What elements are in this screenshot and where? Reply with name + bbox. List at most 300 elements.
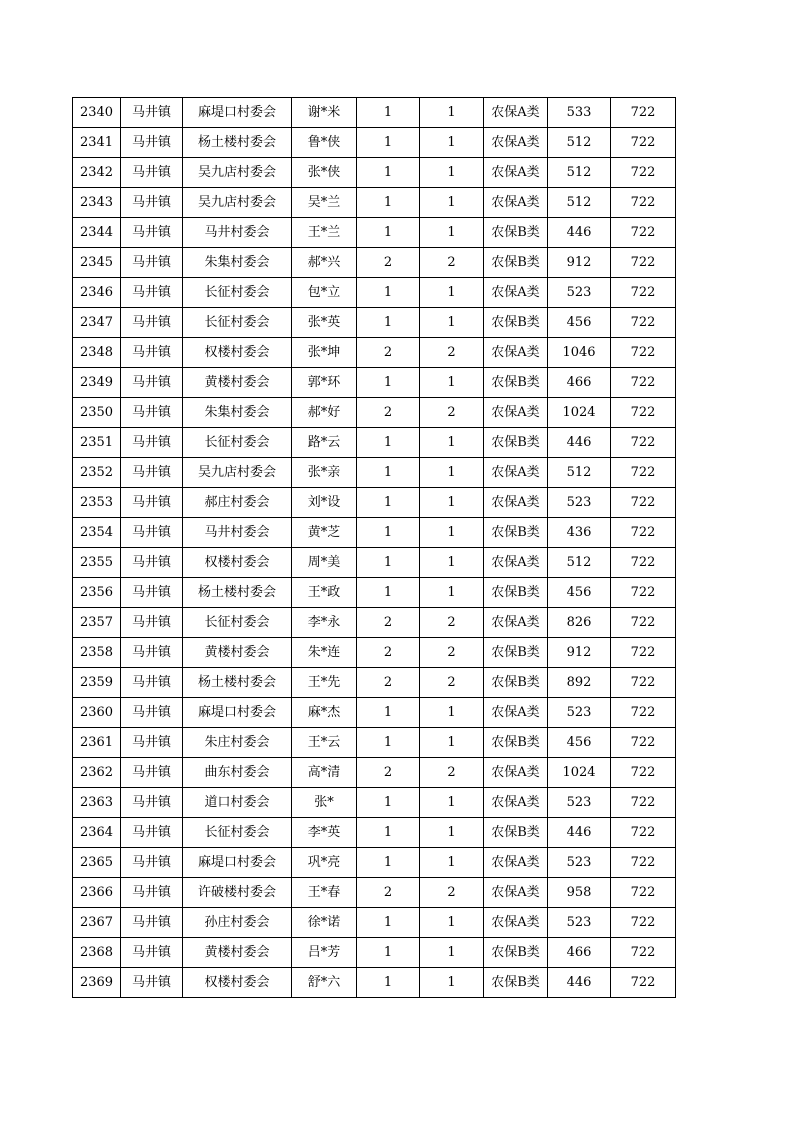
cell-insurance-type: 农保A类 bbox=[484, 458, 548, 488]
cell-insurance-type: 农保A类 bbox=[484, 188, 548, 218]
cell-support-count: 1 bbox=[420, 458, 484, 488]
table-row bbox=[73, 698, 676, 728]
cell-serial-number: 2364 bbox=[73, 818, 121, 848]
cell-support-count: 1 bbox=[420, 488, 484, 518]
cell-amount: 512 bbox=[548, 158, 611, 188]
cell-serial-number: 2356 bbox=[73, 578, 121, 608]
table-row bbox=[73, 488, 676, 518]
cell-support-count: 2 bbox=[420, 338, 484, 368]
cell-town: 马井镇 bbox=[121, 98, 183, 128]
cell-village-committee: 长征村委会 bbox=[183, 308, 292, 338]
cell-village-committee: 麻堤口村委会 bbox=[183, 848, 292, 878]
table-row bbox=[73, 818, 676, 848]
cell-support-count: 2 bbox=[420, 608, 484, 638]
cell-serial-number: 2353 bbox=[73, 488, 121, 518]
cell-person-name: 巩*亮 bbox=[292, 848, 357, 878]
cell-household-count: 1 bbox=[357, 218, 420, 248]
cell-household-count: 1 bbox=[357, 128, 420, 158]
cell-standard: 722 bbox=[611, 248, 676, 278]
cell-insurance-type: 农保B类 bbox=[484, 218, 548, 248]
cell-household-count: 1 bbox=[357, 308, 420, 338]
table-row bbox=[73, 518, 676, 548]
cell-amount: 533 bbox=[548, 98, 611, 128]
cell-village-committee: 权楼村委会 bbox=[183, 968, 292, 998]
cell-person-name: 路*云 bbox=[292, 428, 357, 458]
cell-person-name: 麻*杰 bbox=[292, 698, 357, 728]
cell-person-name: 张* bbox=[292, 788, 357, 818]
cell-standard: 722 bbox=[611, 488, 676, 518]
cell-serial-number: 2357 bbox=[73, 608, 121, 638]
cell-household-count: 2 bbox=[357, 668, 420, 698]
cell-amount: 466 bbox=[548, 938, 611, 968]
cell-person-name: 谢*米 bbox=[292, 98, 357, 128]
cell-support-count: 1 bbox=[420, 188, 484, 218]
cell-person-name: 舒*六 bbox=[292, 968, 357, 998]
cell-person-name: 郝*好 bbox=[292, 398, 357, 428]
cell-village-committee: 杨土楼村委会 bbox=[183, 668, 292, 698]
cell-standard: 722 bbox=[611, 278, 676, 308]
cell-town: 马井镇 bbox=[121, 698, 183, 728]
cell-insurance-type: 农保A类 bbox=[484, 128, 548, 158]
cell-serial-number: 2358 bbox=[73, 638, 121, 668]
cell-town: 马井镇 bbox=[121, 428, 183, 458]
cell-standard: 722 bbox=[611, 698, 676, 728]
table-row bbox=[73, 968, 676, 998]
cell-household-count: 2 bbox=[357, 248, 420, 278]
table-row bbox=[73, 278, 676, 308]
cell-insurance-type: 农保A类 bbox=[484, 338, 548, 368]
cell-amount: 912 bbox=[548, 248, 611, 278]
cell-amount: 912 bbox=[548, 638, 611, 668]
cell-insurance-type: 农保B类 bbox=[484, 428, 548, 458]
table-row bbox=[73, 428, 676, 458]
cell-standard: 722 bbox=[611, 968, 676, 998]
cell-support-count: 2 bbox=[420, 668, 484, 698]
cell-household-count: 2 bbox=[357, 758, 420, 788]
cell-town: 马井镇 bbox=[121, 968, 183, 998]
cell-serial-number: 2349 bbox=[73, 368, 121, 398]
cell-person-name: 郝*兴 bbox=[292, 248, 357, 278]
cell-amount: 512 bbox=[548, 128, 611, 158]
cell-household-count: 2 bbox=[357, 638, 420, 668]
cell-serial-number: 2361 bbox=[73, 728, 121, 758]
cell-village-committee: 吴九店村委会 bbox=[183, 458, 292, 488]
cell-village-committee: 长征村委会 bbox=[183, 818, 292, 848]
cell-town: 马井镇 bbox=[121, 578, 183, 608]
cell-town: 马井镇 bbox=[121, 128, 183, 158]
cell-household-count: 1 bbox=[357, 578, 420, 608]
table-row bbox=[73, 218, 676, 248]
cell-village-committee: 朱集村委会 bbox=[183, 248, 292, 278]
cell-amount: 456 bbox=[548, 728, 611, 758]
cell-person-name: 吴*兰 bbox=[292, 188, 357, 218]
cell-amount: 523 bbox=[548, 908, 611, 938]
cell-town: 马井镇 bbox=[121, 188, 183, 218]
cell-insurance-type: 农保B类 bbox=[484, 818, 548, 848]
cell-household-count: 1 bbox=[357, 368, 420, 398]
cell-person-name: 徐*诺 bbox=[292, 908, 357, 938]
cell-standard: 722 bbox=[611, 728, 676, 758]
cell-amount: 436 bbox=[548, 518, 611, 548]
table-row bbox=[73, 938, 676, 968]
table-row bbox=[73, 908, 676, 938]
table-row bbox=[73, 608, 676, 638]
cell-insurance-type: 农保B类 bbox=[484, 728, 548, 758]
table-row bbox=[73, 248, 676, 278]
cell-town: 马井镇 bbox=[121, 308, 183, 338]
cell-insurance-type: 农保B类 bbox=[484, 308, 548, 338]
cell-person-name: 吕*芳 bbox=[292, 938, 357, 968]
cell-standard: 722 bbox=[611, 428, 676, 458]
cell-support-count: 1 bbox=[420, 428, 484, 458]
cell-village-committee: 曲东村委会 bbox=[183, 758, 292, 788]
table-row bbox=[73, 788, 676, 818]
cell-household-count: 1 bbox=[357, 98, 420, 128]
cell-serial-number: 2351 bbox=[73, 428, 121, 458]
cell-town: 马井镇 bbox=[121, 248, 183, 278]
cell-town: 马井镇 bbox=[121, 368, 183, 398]
cell-village-committee: 黄楼村委会 bbox=[183, 938, 292, 968]
cell-household-count: 1 bbox=[357, 518, 420, 548]
cell-insurance-type: 农保A类 bbox=[484, 548, 548, 578]
cell-amount: 958 bbox=[548, 878, 611, 908]
cell-standard: 722 bbox=[611, 398, 676, 428]
cell-person-name: 郭*环 bbox=[292, 368, 357, 398]
cell-support-count: 1 bbox=[420, 788, 484, 818]
cell-household-count: 1 bbox=[357, 188, 420, 218]
cell-support-count: 1 bbox=[420, 578, 484, 608]
cell-village-committee: 吴九店村委会 bbox=[183, 158, 292, 188]
table-row bbox=[73, 758, 676, 788]
cell-support-count: 2 bbox=[420, 638, 484, 668]
cell-insurance-type: 农保B类 bbox=[484, 248, 548, 278]
cell-serial-number: 2340 bbox=[73, 98, 121, 128]
cell-standard: 722 bbox=[611, 548, 676, 578]
cell-village-committee: 麻堤口村委会 bbox=[183, 698, 292, 728]
cell-support-count: 1 bbox=[420, 518, 484, 548]
table-row bbox=[73, 578, 676, 608]
table-body bbox=[73, 98, 676, 998]
cell-serial-number: 2365 bbox=[73, 848, 121, 878]
cell-serial-number: 2350 bbox=[73, 398, 121, 428]
cell-person-name: 朱*连 bbox=[292, 638, 357, 668]
cell-insurance-type: 农保A类 bbox=[484, 398, 548, 428]
table-row bbox=[73, 638, 676, 668]
cell-town: 马井镇 bbox=[121, 458, 183, 488]
cell-insurance-type: 农保B类 bbox=[484, 578, 548, 608]
cell-standard: 722 bbox=[611, 368, 676, 398]
cell-household-count: 1 bbox=[357, 728, 420, 758]
cell-town: 马井镇 bbox=[121, 488, 183, 518]
cell-person-name: 黄*芝 bbox=[292, 518, 357, 548]
cell-person-name: 王*春 bbox=[292, 878, 357, 908]
cell-amount: 466 bbox=[548, 368, 611, 398]
cell-serial-number: 2360 bbox=[73, 698, 121, 728]
cell-household-count: 2 bbox=[357, 338, 420, 368]
cell-insurance-type: 农保B类 bbox=[484, 668, 548, 698]
cell-insurance-type: 农保A类 bbox=[484, 908, 548, 938]
cell-support-count: 2 bbox=[420, 248, 484, 278]
cell-serial-number: 2369 bbox=[73, 968, 121, 998]
cell-support-count: 1 bbox=[420, 908, 484, 938]
cell-person-name: 刘*设 bbox=[292, 488, 357, 518]
cell-town: 马井镇 bbox=[121, 338, 183, 368]
cell-town: 马井镇 bbox=[121, 398, 183, 428]
cell-standard: 722 bbox=[611, 668, 676, 698]
cell-person-name: 王*兰 bbox=[292, 218, 357, 248]
cell-standard: 722 bbox=[611, 758, 676, 788]
cell-amount: 446 bbox=[548, 428, 611, 458]
cell-amount: 446 bbox=[548, 218, 611, 248]
cell-standard: 722 bbox=[611, 308, 676, 338]
cell-town: 马井镇 bbox=[121, 848, 183, 878]
cell-standard: 722 bbox=[611, 338, 676, 368]
cell-serial-number: 2347 bbox=[73, 308, 121, 338]
table-row bbox=[73, 458, 676, 488]
cell-town: 马井镇 bbox=[121, 518, 183, 548]
cell-household-count: 1 bbox=[357, 158, 420, 188]
cell-amount: 512 bbox=[548, 548, 611, 578]
table-row bbox=[73, 188, 676, 218]
cell-village-committee: 郝庄村委会 bbox=[183, 488, 292, 518]
cell-standard: 722 bbox=[611, 818, 676, 848]
cell-person-name: 张*侠 bbox=[292, 158, 357, 188]
cell-town: 马井镇 bbox=[121, 758, 183, 788]
cell-serial-number: 2343 bbox=[73, 188, 121, 218]
table-row bbox=[73, 848, 676, 878]
cell-amount: 1024 bbox=[548, 758, 611, 788]
cell-serial-number: 2342 bbox=[73, 158, 121, 188]
cell-town: 马井镇 bbox=[121, 608, 183, 638]
cell-standard: 722 bbox=[611, 158, 676, 188]
cell-person-name: 王*政 bbox=[292, 578, 357, 608]
cell-standard: 722 bbox=[611, 788, 676, 818]
cell-town: 马井镇 bbox=[121, 158, 183, 188]
cell-support-count: 1 bbox=[420, 98, 484, 128]
cell-standard: 722 bbox=[611, 638, 676, 668]
cell-household-count: 1 bbox=[357, 458, 420, 488]
cell-village-committee: 长征村委会 bbox=[183, 608, 292, 638]
cell-amount: 523 bbox=[548, 488, 611, 518]
cell-amount: 523 bbox=[548, 698, 611, 728]
cell-serial-number: 2344 bbox=[73, 218, 121, 248]
cell-standard: 722 bbox=[611, 578, 676, 608]
cell-person-name: 周*美 bbox=[292, 548, 357, 578]
table-row bbox=[73, 98, 676, 128]
cell-town: 马井镇 bbox=[121, 788, 183, 818]
cell-insurance-type: 农保B类 bbox=[484, 938, 548, 968]
cell-person-name: 王*云 bbox=[292, 728, 357, 758]
cell-household-count: 1 bbox=[357, 968, 420, 998]
cell-person-name: 王*先 bbox=[292, 668, 357, 698]
cell-serial-number: 2363 bbox=[73, 788, 121, 818]
cell-household-count: 1 bbox=[357, 428, 420, 458]
beneficiary-table bbox=[72, 97, 676, 998]
cell-standard: 722 bbox=[611, 128, 676, 158]
cell-household-count: 1 bbox=[357, 548, 420, 578]
cell-amount: 456 bbox=[548, 308, 611, 338]
cell-insurance-type: 农保A类 bbox=[484, 608, 548, 638]
cell-household-count: 1 bbox=[357, 788, 420, 818]
table-row bbox=[73, 338, 676, 368]
cell-household-count: 2 bbox=[357, 398, 420, 428]
cell-person-name: 张*英 bbox=[292, 308, 357, 338]
cell-standard: 722 bbox=[611, 458, 676, 488]
cell-standard: 722 bbox=[611, 908, 676, 938]
cell-village-committee: 杨土楼村委会 bbox=[183, 128, 292, 158]
cell-village-committee: 黄楼村委会 bbox=[183, 368, 292, 398]
cell-serial-number: 2352 bbox=[73, 458, 121, 488]
cell-household-count: 1 bbox=[357, 698, 420, 728]
cell-support-count: 2 bbox=[420, 758, 484, 788]
cell-serial-number: 2355 bbox=[73, 548, 121, 578]
cell-person-name: 张*亲 bbox=[292, 458, 357, 488]
cell-serial-number: 2346 bbox=[73, 278, 121, 308]
table-row bbox=[73, 128, 676, 158]
cell-town: 马井镇 bbox=[121, 218, 183, 248]
cell-village-committee: 朱庄村委会 bbox=[183, 728, 292, 758]
cell-insurance-type: 农保A类 bbox=[484, 278, 548, 308]
cell-household-count: 2 bbox=[357, 608, 420, 638]
cell-standard: 722 bbox=[611, 938, 676, 968]
cell-town: 马井镇 bbox=[121, 818, 183, 848]
cell-person-name: 高*清 bbox=[292, 758, 357, 788]
cell-insurance-type: 农保A类 bbox=[484, 878, 548, 908]
cell-support-count: 1 bbox=[420, 938, 484, 968]
cell-amount: 826 bbox=[548, 608, 611, 638]
cell-household-count: 1 bbox=[357, 278, 420, 308]
cell-household-count: 1 bbox=[357, 818, 420, 848]
cell-insurance-type: 农保A类 bbox=[484, 98, 548, 128]
cell-amount: 512 bbox=[548, 188, 611, 218]
cell-amount: 512 bbox=[548, 458, 611, 488]
cell-town: 马井镇 bbox=[121, 638, 183, 668]
cell-household-count: 1 bbox=[357, 908, 420, 938]
cell-serial-number: 2359 bbox=[73, 668, 121, 698]
cell-serial-number: 2341 bbox=[73, 128, 121, 158]
cell-support-count: 1 bbox=[420, 128, 484, 158]
cell-serial-number: 2345 bbox=[73, 248, 121, 278]
cell-village-committee: 麻堤口村委会 bbox=[183, 98, 292, 128]
cell-amount: 446 bbox=[548, 968, 611, 998]
cell-household-count: 1 bbox=[357, 938, 420, 968]
cell-insurance-type: 农保A类 bbox=[484, 698, 548, 728]
cell-town: 马井镇 bbox=[121, 668, 183, 698]
cell-support-count: 1 bbox=[420, 308, 484, 338]
cell-household-count: 1 bbox=[357, 488, 420, 518]
cell-household-count: 2 bbox=[357, 878, 420, 908]
cell-insurance-type: 农保B类 bbox=[484, 368, 548, 398]
cell-standard: 722 bbox=[611, 218, 676, 248]
cell-amount: 1024 bbox=[548, 398, 611, 428]
cell-person-name: 鲁*侠 bbox=[292, 128, 357, 158]
cell-village-committee: 道口村委会 bbox=[183, 788, 292, 818]
table-row bbox=[73, 308, 676, 338]
table-row bbox=[73, 398, 676, 428]
cell-town: 马井镇 bbox=[121, 938, 183, 968]
cell-standard: 722 bbox=[611, 188, 676, 218]
cell-amount: 523 bbox=[548, 278, 611, 308]
table-row bbox=[73, 728, 676, 758]
cell-insurance-type: 农保A类 bbox=[484, 758, 548, 788]
cell-standard: 722 bbox=[611, 878, 676, 908]
cell-serial-number: 2366 bbox=[73, 878, 121, 908]
cell-village-committee: 吴九店村委会 bbox=[183, 188, 292, 218]
cell-support-count: 1 bbox=[420, 548, 484, 578]
cell-standard: 722 bbox=[611, 518, 676, 548]
cell-support-count: 1 bbox=[420, 158, 484, 188]
cell-amount: 456 bbox=[548, 578, 611, 608]
cell-serial-number: 2367 bbox=[73, 908, 121, 938]
cell-support-count: 1 bbox=[420, 368, 484, 398]
cell-insurance-type: 农保A类 bbox=[484, 848, 548, 878]
cell-village-committee: 权楼村委会 bbox=[183, 338, 292, 368]
cell-amount: 446 bbox=[548, 818, 611, 848]
cell-support-count: 1 bbox=[420, 818, 484, 848]
cell-village-committee: 黄楼村委会 bbox=[183, 638, 292, 668]
cell-insurance-type: 农保B类 bbox=[484, 518, 548, 548]
cell-village-committee: 许破楼村委会 bbox=[183, 878, 292, 908]
cell-village-committee: 马井村委会 bbox=[183, 518, 292, 548]
cell-serial-number: 2354 bbox=[73, 518, 121, 548]
cell-town: 马井镇 bbox=[121, 878, 183, 908]
table-row bbox=[73, 368, 676, 398]
cell-insurance-type: 农保B类 bbox=[484, 968, 548, 998]
cell-village-committee: 马井村委会 bbox=[183, 218, 292, 248]
cell-support-count: 2 bbox=[420, 878, 484, 908]
cell-serial-number: 2362 bbox=[73, 758, 121, 788]
cell-serial-number: 2368 bbox=[73, 938, 121, 968]
cell-standard: 722 bbox=[611, 608, 676, 638]
cell-village-committee: 权楼村委会 bbox=[183, 548, 292, 578]
cell-village-committee: 长征村委会 bbox=[183, 428, 292, 458]
cell-insurance-type: 农保B类 bbox=[484, 638, 548, 668]
cell-person-name: 李*永 bbox=[292, 608, 357, 638]
cell-insurance-type: 农保A类 bbox=[484, 488, 548, 518]
cell-village-committee: 杨土楼村委会 bbox=[183, 578, 292, 608]
cell-town: 马井镇 bbox=[121, 728, 183, 758]
cell-village-committee: 孙庄村委会 bbox=[183, 908, 292, 938]
cell-insurance-type: 农保A类 bbox=[484, 158, 548, 188]
cell-household-count: 1 bbox=[357, 848, 420, 878]
cell-person-name: 包*立 bbox=[292, 278, 357, 308]
cell-insurance-type: 农保A类 bbox=[484, 788, 548, 818]
cell-support-count: 1 bbox=[420, 698, 484, 728]
cell-support-count: 1 bbox=[420, 728, 484, 758]
cell-amount: 523 bbox=[548, 848, 611, 878]
cell-town: 马井镇 bbox=[121, 278, 183, 308]
cell-amount: 1046 bbox=[548, 338, 611, 368]
table-row bbox=[73, 878, 676, 908]
cell-support-count: 1 bbox=[420, 218, 484, 248]
cell-standard: 722 bbox=[611, 98, 676, 128]
cell-village-committee: 朱集村委会 bbox=[183, 398, 292, 428]
cell-standard: 722 bbox=[611, 848, 676, 878]
cell-amount: 523 bbox=[548, 788, 611, 818]
cell-support-count: 1 bbox=[420, 968, 484, 998]
cell-amount: 892 bbox=[548, 668, 611, 698]
cell-village-committee: 长征村委会 bbox=[183, 278, 292, 308]
cell-town: 马井镇 bbox=[121, 908, 183, 938]
cell-person-name: 张*坤 bbox=[292, 338, 357, 368]
table-row bbox=[73, 158, 676, 188]
cell-support-count: 2 bbox=[420, 398, 484, 428]
cell-serial-number: 2348 bbox=[73, 338, 121, 368]
table-row bbox=[73, 548, 676, 578]
cell-support-count: 1 bbox=[420, 278, 484, 308]
cell-support-count: 1 bbox=[420, 848, 484, 878]
cell-person-name: 李*英 bbox=[292, 818, 357, 848]
